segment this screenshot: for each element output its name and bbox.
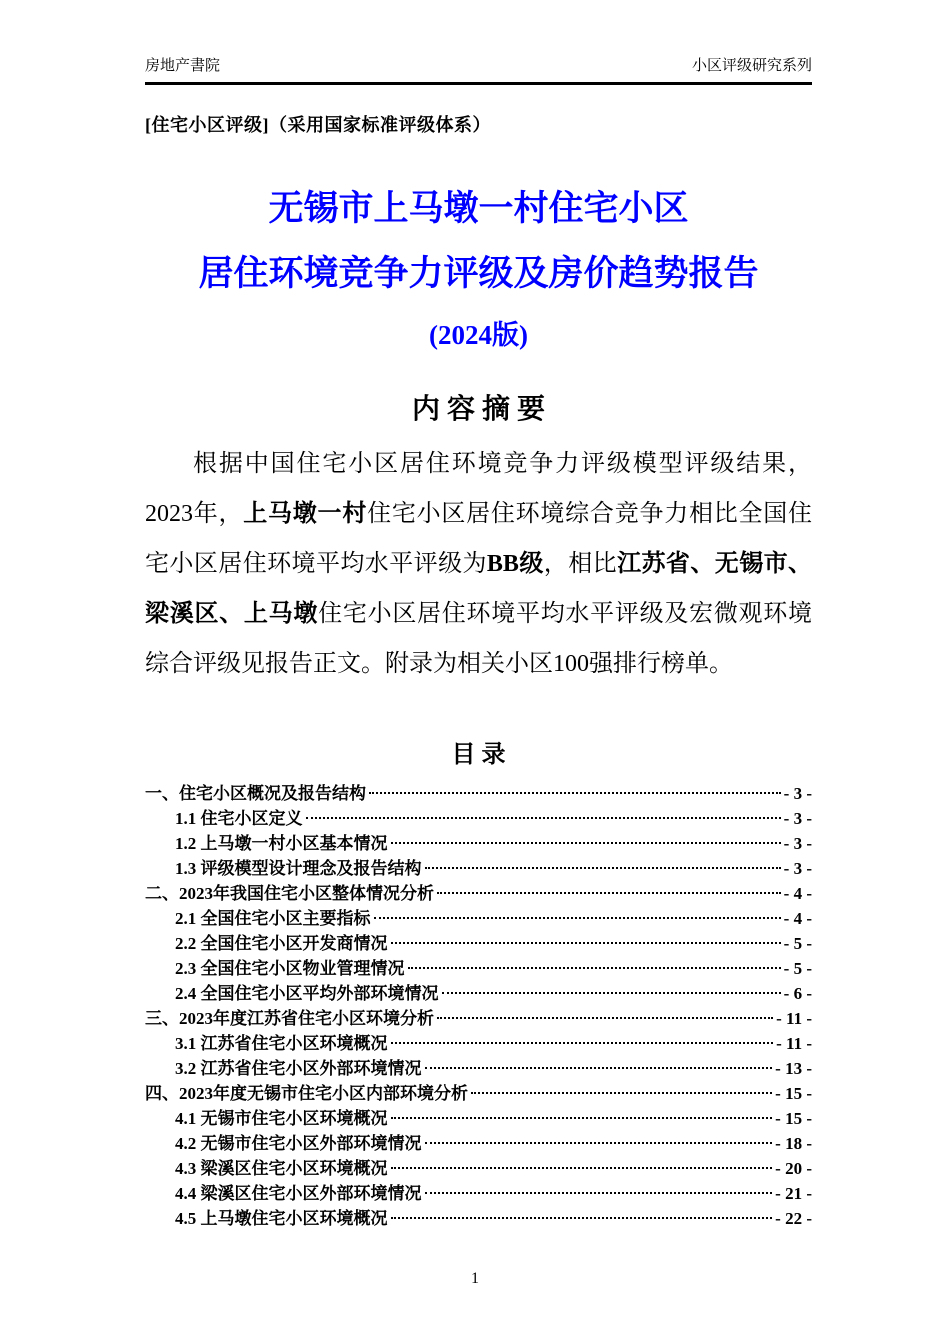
- toc-entry-label: 2.1 全国住宅小区主要指标: [175, 909, 371, 928]
- toc-leader-dots: [391, 942, 781, 944]
- toc-entry[interactable]: [145, 1031, 812, 1056]
- toc-entry-label: 1.3 评级模型设计理念及报告结构: [175, 859, 422, 878]
- abstract-segment: ，相比: [543, 551, 618, 577]
- toc-entry[interactable]: [145, 881, 812, 906]
- toc-entry-label: 4.2 无锡市住宅小区外部环境情况: [175, 1134, 422, 1153]
- abstract-segment-bold: 上马墩一村: [243, 501, 368, 527]
- toc-leader-dots: [374, 917, 781, 919]
- table-of-contents: [145, 781, 812, 1231]
- toc-entry[interactable]: [145, 1056, 812, 1081]
- toc-entry-page: - 4 -: [783, 884, 812, 903]
- rating-system-tag: [住宅小区评级]（采用国家标准评级体系）: [145, 115, 491, 135]
- toc-entry[interactable]: [145, 1006, 812, 1031]
- toc-entry[interactable]: [145, 1081, 812, 1106]
- page-number: 1: [471, 1270, 479, 1287]
- toc-leader-dots: [437, 1017, 773, 1019]
- toc-leader-dots: [391, 1167, 773, 1169]
- abstract-segment: 住宅小区居住环境综合竞争力相比全国住宅小区居住环境平均水平评级为: [145, 501, 813, 577]
- toc-leader-dots: [391, 1117, 773, 1119]
- toc-entry-page: - 13 -: [775, 1059, 812, 1078]
- abstract-segment: 住宅小区居住环境平均水平评级及宏微观环境综合评级见报告正文。附录为相关小区100强排行榜单。: [145, 601, 813, 677]
- toc-entry[interactable]: [145, 1106, 812, 1131]
- toc-entry-label: 1.2 上马墩一村小区基本情况: [175, 834, 388, 853]
- abstract-paragraph: [145, 439, 812, 689]
- toc-leader-dots: [425, 1142, 773, 1144]
- toc-entry-page: - 21 -: [775, 1184, 812, 1203]
- toc-entry[interactable]: [145, 1181, 812, 1206]
- toc-entry[interactable]: [145, 981, 812, 1006]
- page-header: [145, 56, 812, 76]
- toc-entry[interactable]: [145, 1131, 812, 1156]
- toc-leader-dots: [391, 1042, 774, 1044]
- toc-entry-label: 2.4 全国住宅小区平均外部环境情况: [175, 984, 439, 1003]
- toc-entry-label: 三、2023年度江苏省住宅小区环境分析: [145, 1009, 434, 1028]
- toc-entry[interactable]: [145, 781, 812, 806]
- toc-entry-page: - 22 -: [775, 1209, 812, 1228]
- toc-leader-dots: [442, 992, 781, 994]
- toc-entry-label: 1.1 住宅小区定义: [175, 809, 303, 828]
- toc-entry-label: 4.4 梁溪区住宅小区外部环境情况: [175, 1184, 422, 1203]
- toc-entry[interactable]: [145, 1206, 812, 1231]
- toc-entry-page: - 18 -: [775, 1134, 812, 1153]
- toc-leader-dots: [471, 1092, 772, 1094]
- toc-entry[interactable]: [145, 931, 812, 956]
- toc-entry[interactable]: [145, 1156, 812, 1181]
- toc-entry-page: - 3 -: [783, 809, 812, 828]
- toc-entry-label: 4.1 无锡市住宅小区环境概况: [175, 1109, 388, 1128]
- report-title-line1: 无锡市上马墩一村住宅小区: [268, 189, 689, 228]
- toc-entry-page: - 6 -: [783, 984, 812, 1003]
- toc-entry-page: - 11 -: [776, 1034, 812, 1053]
- toc-entry-page: - 3 -: [783, 834, 812, 853]
- toc-entry[interactable]: [145, 856, 812, 881]
- toc-entry-page: - 4 -: [783, 909, 812, 928]
- toc-leader-dots: [425, 867, 781, 869]
- report-title-line2: 居住环境竞争力评级及房价趋势报告: [198, 254, 759, 293]
- toc-leader-dots: [408, 967, 781, 969]
- toc-entry-label: 3.1 江苏省住宅小区环境概况: [175, 1034, 388, 1053]
- toc-entry[interactable]: [145, 806, 812, 831]
- toc-entry-page: - 3 -: [783, 859, 812, 878]
- toc-entry[interactable]: [145, 956, 812, 981]
- toc-leader-dots: [437, 892, 781, 894]
- abstract-segment-bold: BB级: [486, 551, 544, 577]
- toc-entry-label: 3.2 江苏省住宅小区外部环境情况: [175, 1059, 422, 1078]
- header-left-text: 房地产書院: [145, 58, 221, 74]
- toc-leader-dots: [306, 817, 781, 819]
- page-footer: [0, 1270, 950, 1288]
- toc-entry-label: 二、2023年我国住宅小区整体情况分析: [145, 884, 434, 903]
- abstract-segment: 根据中国住宅小区居住环境竞争力评级模型评级结果，2023年，: [145, 451, 812, 527]
- toc-leader-dots: [425, 1067, 773, 1069]
- header-right-text: 小区评级研究系列: [691, 58, 812, 74]
- toc-leader-dots: [425, 1192, 773, 1194]
- toc-entry-label: 2.3 全国住宅小区物业管理情况: [175, 959, 405, 978]
- toc-entry-page: - 5 -: [783, 959, 812, 978]
- toc-entry-page: - 20 -: [775, 1159, 812, 1178]
- abstract-heading: 内 容 摘 要: [411, 394, 545, 425]
- report-edition: (2024版): [429, 320, 528, 350]
- header-divider: [145, 82, 812, 85]
- toc-entry-label: 2.2 全国住宅小区开发商情况: [175, 934, 388, 953]
- toc-entry[interactable]: [145, 906, 812, 931]
- toc-entry-label: 4.5 上马墩住宅小区环境概况: [175, 1209, 388, 1228]
- toc-entry-page: - 15 -: [775, 1084, 812, 1103]
- toc-entry-label: 四、2023年度无锡市住宅小区内部环境分析: [145, 1084, 468, 1103]
- toc-leader-dots: [391, 1217, 773, 1219]
- toc-entry-page: - 15 -: [775, 1109, 812, 1128]
- toc-leader-dots: [391, 842, 781, 844]
- toc-leader-dots: [369, 792, 781, 794]
- toc-entry-page: - 11 -: [776, 1009, 812, 1028]
- toc-entry-label: 一、住宅小区概况及报告结构: [145, 784, 366, 803]
- title-block: [145, 185, 812, 353]
- abstract-segment-bold: 江苏省、无锡市、梁溪区、上马墩: [145, 551, 813, 627]
- toc-entry-label: 4.3 梁溪区住宅小区环境概况: [175, 1159, 388, 1178]
- toc-entry-page: - 3 -: [783, 784, 812, 803]
- toc-heading: 目 录: [451, 742, 506, 768]
- toc-entry-page: - 5 -: [783, 934, 812, 953]
- toc-entry[interactable]: [145, 831, 812, 856]
